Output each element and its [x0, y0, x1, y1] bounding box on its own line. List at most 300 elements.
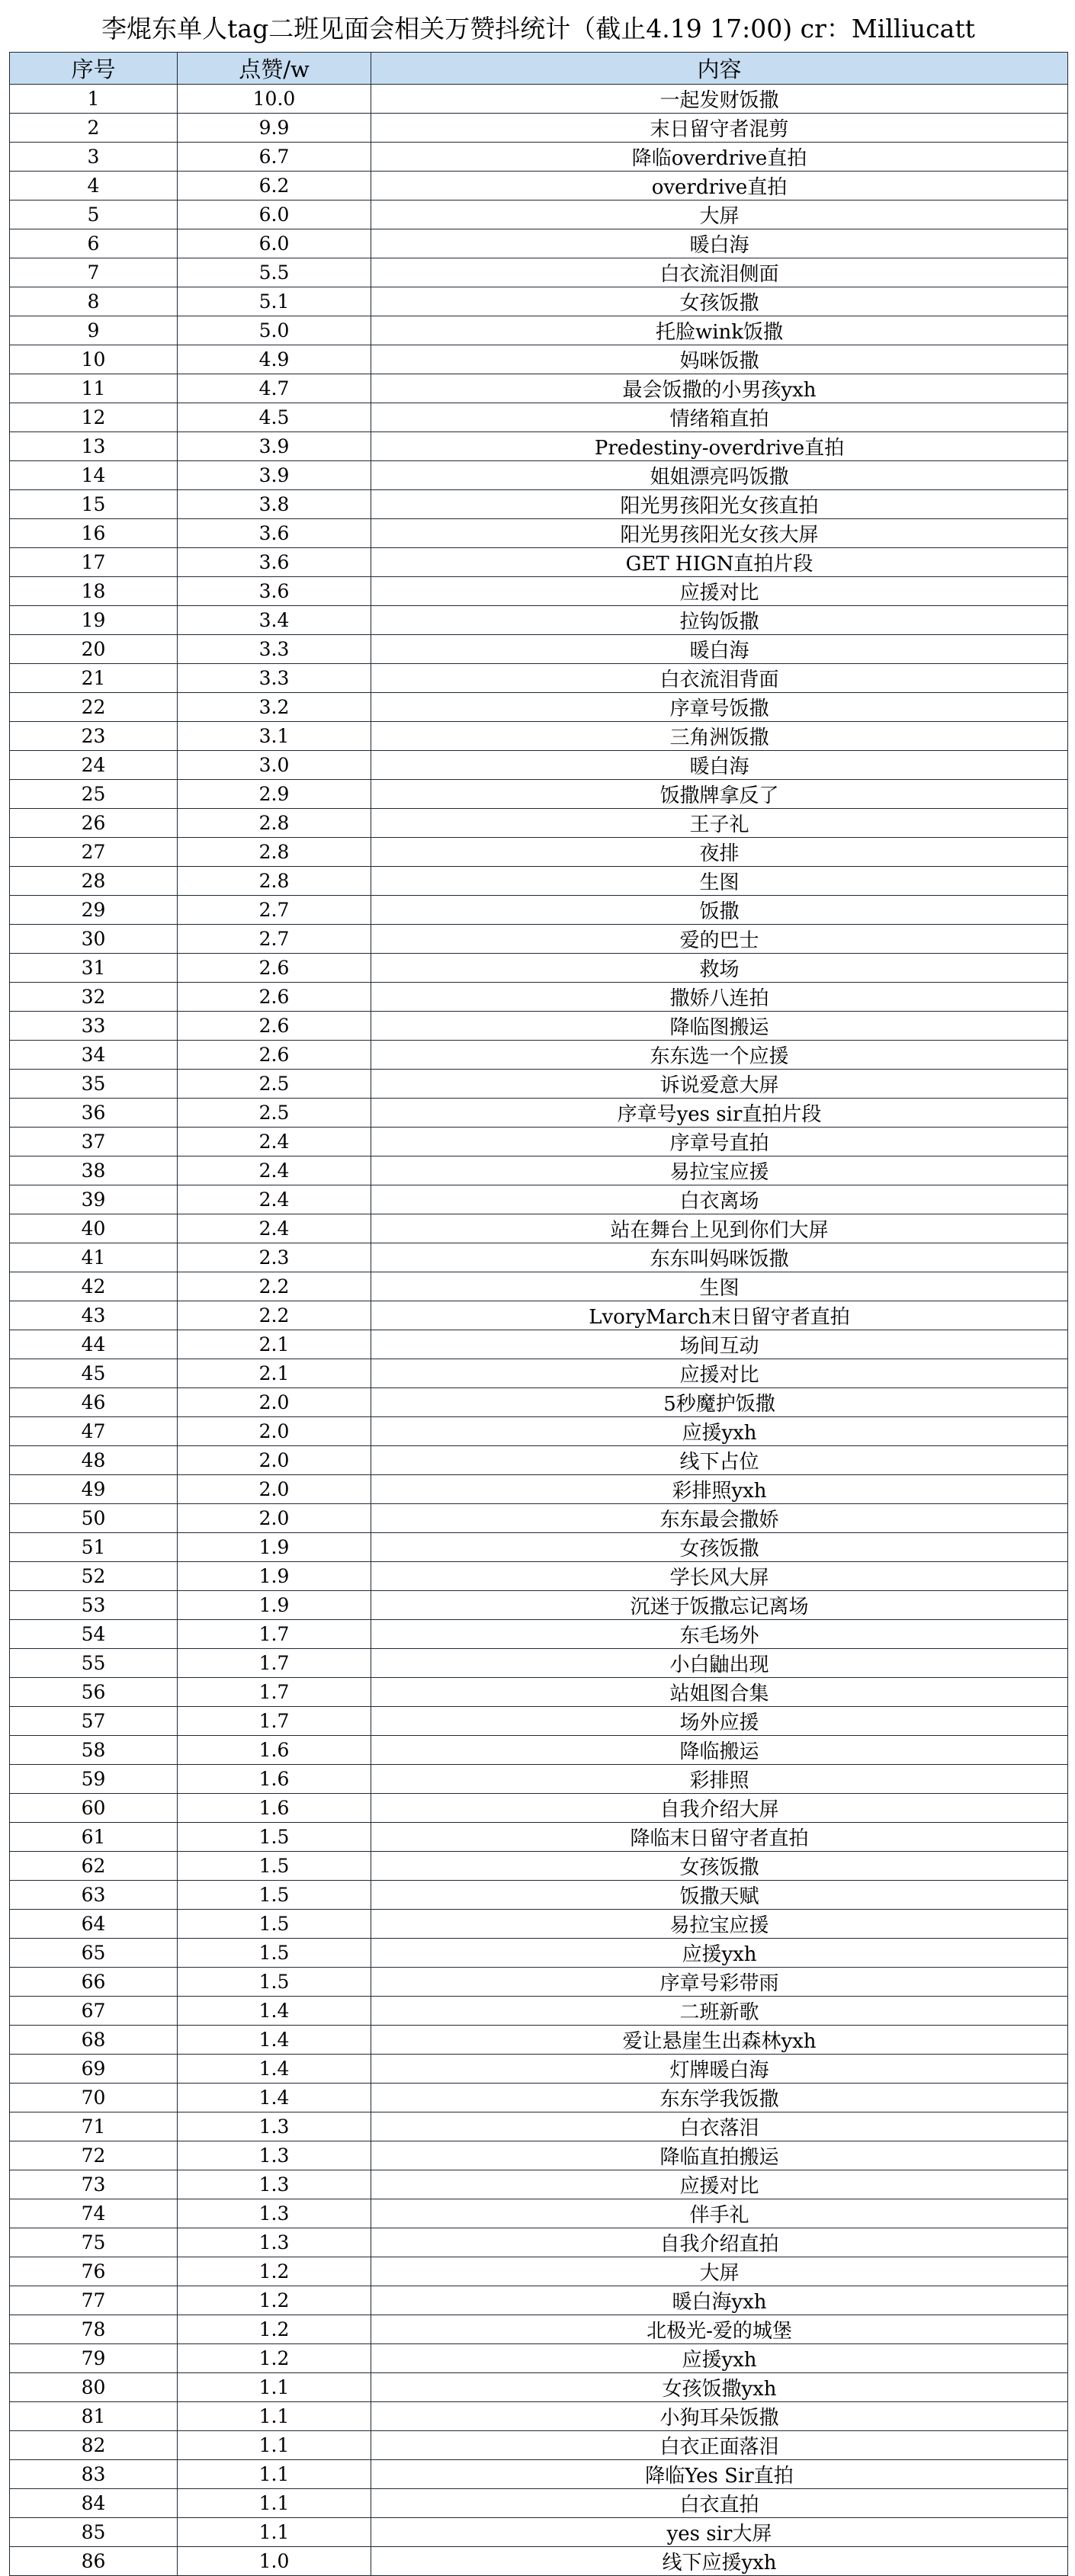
- table-row: [10, 751, 1068, 780]
- row-likes: 1.3: [178, 2199, 371, 2228]
- table-row: [10, 780, 1068, 809]
- row-content: 暖白海: [371, 229, 1068, 258]
- table-row: [10, 1736, 1068, 1765]
- row-content: 东东选一个应援: [371, 1041, 1068, 1070]
- row-number: 61: [10, 1823, 178, 1852]
- row-content: 序章号直拍: [371, 1128, 1068, 1156]
- table-row: [10, 2547, 1068, 2576]
- row-content: 白衣落泪: [371, 2112, 1068, 2141]
- row-number: 49: [10, 1475, 178, 1504]
- row-content: 伴手礼: [371, 2199, 1068, 2228]
- row-number: 4: [10, 172, 178, 200]
- table-row: [10, 1243, 1068, 1272]
- row-number: 56: [10, 1678, 178, 1707]
- row-content: 白衣直拍: [371, 2489, 1068, 2518]
- table-row: [10, 461, 1068, 490]
- row-likes: 2.0: [178, 1504, 371, 1533]
- row-content: 白衣流泪侧面: [371, 258, 1068, 287]
- table-row: [10, 1881, 1068, 1910]
- row-content: 东毛场外: [371, 1620, 1068, 1649]
- row-content: 阳光男孩阳光女孩大屏: [371, 519, 1068, 548]
- row-likes: 3.0: [178, 751, 371, 780]
- row-number: 71: [10, 2112, 178, 2141]
- row-likes: 10.0: [178, 85, 371, 114]
- row-number: 46: [10, 1388, 178, 1417]
- row-content: 降临Yes Sir直拍: [371, 2460, 1068, 2489]
- row-likes: 5.0: [178, 316, 371, 345]
- row-content: 撒娇八连拍: [371, 983, 1068, 1012]
- table-row: [10, 490, 1068, 519]
- row-likes: 3.2: [178, 693, 371, 722]
- row-likes: 1.4: [178, 2055, 371, 2084]
- row-likes: 1.1: [178, 2460, 371, 2489]
- row-likes: 2.5: [178, 1070, 371, 1099]
- table-row: [10, 374, 1068, 403]
- table-row: [10, 722, 1068, 751]
- row-likes: 4.9: [178, 345, 371, 374]
- row-number: 80: [10, 2373, 178, 2402]
- table-row: [10, 838, 1068, 867]
- row-number: 53: [10, 1591, 178, 1620]
- row-content: 暖白海: [371, 635, 1068, 664]
- row-likes: 1.1: [178, 2518, 371, 2547]
- table-row: [10, 1968, 1068, 1997]
- row-content: GET HIGN直拍片段: [371, 548, 1068, 577]
- row-content: 白衣正面落泪: [371, 2431, 1068, 2460]
- row-number: 62: [10, 1852, 178, 1881]
- row-content: LvoryMarch末日留守者直拍: [371, 1301, 1068, 1330]
- row-content: 易拉宝应援: [371, 1910, 1068, 1939]
- row-content: 诉说爱意大屏: [371, 1070, 1068, 1099]
- row-number: 32: [10, 983, 178, 1012]
- row-likes: 2.7: [178, 896, 371, 925]
- row-likes: 4.7: [178, 374, 371, 403]
- row-likes: 2.6: [178, 1041, 371, 1070]
- row-likes: 1.7: [178, 1649, 371, 1678]
- row-number: 16: [10, 519, 178, 548]
- row-content: 妈咪饭撒: [371, 345, 1068, 374]
- row-likes: 2.8: [178, 867, 371, 896]
- row-number: 73: [10, 2170, 178, 2199]
- row-number: 31: [10, 954, 178, 983]
- row-content: 应援yxh: [371, 1939, 1068, 1968]
- row-content: overdrive直拍: [371, 172, 1068, 200]
- row-number: 47: [10, 1417, 178, 1446]
- row-number: 66: [10, 1968, 178, 1997]
- row-likes: 1.9: [178, 1562, 371, 1591]
- table-row: [10, 1185, 1068, 1214]
- row-content: 北极光-爱的城堡: [371, 2315, 1068, 2344]
- row-content: yes sir大屏: [371, 2518, 1068, 2547]
- row-content: 爱的巴士: [371, 925, 1068, 954]
- row-content: 场间互动: [371, 1330, 1068, 1359]
- row-number: 43: [10, 1301, 178, 1330]
- table-row: [10, 1997, 1068, 2026]
- row-likes: 1.4: [178, 2026, 371, 2055]
- row-number: 40: [10, 1214, 178, 1243]
- row-likes: 6.7: [178, 143, 371, 172]
- row-number: 11: [10, 374, 178, 403]
- row-likes: 2.8: [178, 809, 371, 838]
- row-likes: 2.0: [178, 1446, 371, 1475]
- row-number: 59: [10, 1765, 178, 1794]
- table-row: [10, 345, 1068, 374]
- row-content: 序章号yes sir直拍片段: [371, 1099, 1068, 1128]
- row-number: 36: [10, 1099, 178, 1128]
- row-number: 85: [10, 2518, 178, 2547]
- row-likes: 1.9: [178, 1591, 371, 1620]
- row-likes: 3.6: [178, 519, 371, 548]
- row-number: 86: [10, 2547, 178, 2576]
- row-content: 学长风大屏: [371, 1562, 1068, 1591]
- row-content: 彩排照: [371, 1765, 1068, 1794]
- table-row: [10, 2518, 1068, 2547]
- table-row: [10, 403, 1068, 432]
- row-number: 1: [10, 85, 178, 114]
- row-likes: 2.9: [178, 780, 371, 809]
- row-likes: 1.5: [178, 1968, 371, 1997]
- row-likes: 3.9: [178, 461, 371, 490]
- row-number: 45: [10, 1359, 178, 1388]
- row-content: 序章号饭撒: [371, 693, 1068, 722]
- row-likes: 2.7: [178, 925, 371, 954]
- row-number: 10: [10, 345, 178, 374]
- row-content: Predestiny-overdrive直拍: [371, 432, 1068, 461]
- row-number: 34: [10, 1041, 178, 1070]
- row-number: 6: [10, 229, 178, 258]
- row-number: 70: [10, 2084, 178, 2112]
- table-row: [10, 1128, 1068, 1156]
- row-number: 76: [10, 2257, 178, 2286]
- row-content: 站在舞台上见到你们大屏: [371, 1214, 1068, 1243]
- row-likes: 5.1: [178, 287, 371, 316]
- row-number: 22: [10, 693, 178, 722]
- row-content: 自我介绍直拍: [371, 2228, 1068, 2257]
- stats-sheet: [9, 6, 1067, 2576]
- table-row: [10, 925, 1068, 954]
- row-number: 67: [10, 1997, 178, 2026]
- row-number: 84: [10, 2489, 178, 2518]
- table-row: [10, 1649, 1068, 1678]
- row-number: 9: [10, 316, 178, 345]
- sheet-title: 李焜东单人tag二班见面会相关万赞抖统计（截止4.19 17:00) cr：Milliucatt: [9, 6, 1067, 52]
- table-row: [10, 2112, 1068, 2141]
- row-number: 64: [10, 1910, 178, 1939]
- row-number: 42: [10, 1272, 178, 1301]
- row-likes: 2.0: [178, 1388, 371, 1417]
- table-row: [10, 2055, 1068, 2084]
- row-content: 三角洲饭撒: [371, 722, 1068, 751]
- row-content: 应援对比: [371, 1359, 1068, 1388]
- row-likes: 3.6: [178, 577, 371, 606]
- row-content: 应援对比: [371, 577, 1068, 606]
- row-likes: 2.1: [178, 1330, 371, 1359]
- table-row: [10, 606, 1068, 635]
- table-row: [10, 1272, 1068, 1301]
- row-likes: 6.0: [178, 200, 371, 229]
- table-row: [10, 258, 1068, 287]
- table-row: [10, 2489, 1068, 2518]
- row-number: 28: [10, 867, 178, 896]
- table-row: [10, 2431, 1068, 2460]
- table-row: [10, 548, 1068, 577]
- row-number: 74: [10, 2199, 178, 2228]
- row-number: 48: [10, 1446, 178, 1475]
- table-row: [10, 664, 1068, 693]
- row-likes: 1.4: [178, 2084, 371, 2112]
- row-content: 托脸wink饭撒: [371, 316, 1068, 345]
- table-row: [10, 2084, 1068, 2112]
- row-number: 57: [10, 1707, 178, 1736]
- row-content: 降临直拍搬运: [371, 2141, 1068, 2170]
- table-row: [10, 1041, 1068, 1070]
- row-content: 白衣离场: [371, 1185, 1068, 1214]
- row-content: 场外应援: [371, 1707, 1068, 1736]
- row-likes: 3.9: [178, 432, 371, 461]
- row-likes: 9.9: [178, 114, 371, 143]
- row-number: 37: [10, 1128, 178, 1156]
- row-likes: 1.2: [178, 2286, 371, 2315]
- row-likes: 6.0: [178, 229, 371, 258]
- row-number: 75: [10, 2228, 178, 2257]
- row-content: 二班新歌: [371, 1997, 1068, 2026]
- row-content: 降临图搬运: [371, 1012, 1068, 1041]
- row-likes: 2.6: [178, 1012, 371, 1041]
- table-row: [10, 2402, 1068, 2431]
- table-row: [10, 1359, 1068, 1388]
- row-content: 末日留守者混剪: [371, 114, 1068, 143]
- row-number: 20: [10, 635, 178, 664]
- table-row: [10, 1852, 1068, 1881]
- row-number: 3: [10, 143, 178, 172]
- row-likes: 1.1: [178, 2373, 371, 2402]
- row-likes: 1.5: [178, 1852, 371, 1881]
- row-number: 24: [10, 751, 178, 780]
- row-likes: 2.4: [178, 1185, 371, 1214]
- row-content: 饭撒: [371, 896, 1068, 925]
- row-likes: 2.6: [178, 954, 371, 983]
- row-number: 82: [10, 2431, 178, 2460]
- row-content: 应援yxh: [371, 2344, 1068, 2373]
- row-likes: 4.5: [178, 403, 371, 432]
- table-row: [10, 229, 1068, 258]
- table-row: [10, 143, 1068, 172]
- row-content: 线下占位: [371, 1446, 1068, 1475]
- table-row: [10, 287, 1068, 316]
- row-content: 东东最会撒娇: [371, 1504, 1068, 1533]
- table-row: [10, 1794, 1068, 1823]
- row-number: 50: [10, 1504, 178, 1533]
- table-row: [10, 809, 1068, 838]
- table-row: [10, 1765, 1068, 1794]
- row-content: 彩排照yxh: [371, 1475, 1068, 1504]
- row-number: 55: [10, 1649, 178, 1678]
- stats-table: [9, 52, 1068, 2576]
- table-row: [10, 1910, 1068, 1939]
- table-row: [10, 1446, 1068, 1475]
- table-row: [10, 2141, 1068, 2170]
- row-number: 60: [10, 1794, 178, 1823]
- table-row: [10, 2170, 1068, 2199]
- row-number: 8: [10, 287, 178, 316]
- row-likes: 1.3: [178, 2112, 371, 2141]
- table-row: [10, 954, 1068, 983]
- row-number: 52: [10, 1562, 178, 1591]
- row-number: 77: [10, 2286, 178, 2315]
- table-row: [10, 2315, 1068, 2344]
- row-likes: 1.6: [178, 1765, 371, 1794]
- row-number: 13: [10, 432, 178, 461]
- table-body: [10, 85, 1068, 2576]
- row-content: 降临搬运: [371, 1736, 1068, 1765]
- row-likes: 1.2: [178, 2344, 371, 2373]
- row-number: 54: [10, 1620, 178, 1649]
- table-row: [10, 1504, 1068, 1533]
- table-row: [10, 1939, 1068, 1968]
- row-likes: 3.1: [178, 722, 371, 751]
- row-content: 线下应援yxh: [371, 2547, 1068, 2576]
- row-likes: 1.2: [178, 2257, 371, 2286]
- table-row: [10, 519, 1068, 548]
- row-number: 78: [10, 2315, 178, 2344]
- row-number: 81: [10, 2402, 178, 2431]
- row-number: 79: [10, 2344, 178, 2373]
- row-likes: 3.4: [178, 606, 371, 635]
- row-number: 7: [10, 258, 178, 287]
- row-likes: 1.7: [178, 1620, 371, 1649]
- row-likes: 3.3: [178, 635, 371, 664]
- row-content: 最会饭撒的小男孩yxh: [371, 374, 1068, 403]
- column-header-content: 内容: [371, 53, 1068, 85]
- row-likes: 2.4: [178, 1156, 371, 1185]
- row-content: 爱让悬崖生出森林yxh: [371, 2026, 1068, 2055]
- row-likes: 3.8: [178, 490, 371, 519]
- row-likes: 1.2: [178, 2315, 371, 2344]
- table-row: [10, 1156, 1068, 1185]
- row-content: 夜排: [371, 838, 1068, 867]
- row-content: 小白鼬出现: [371, 1649, 1068, 1678]
- table-row: [10, 2373, 1068, 2402]
- table-row: [10, 2460, 1068, 2489]
- row-number: 12: [10, 403, 178, 432]
- row-number: 72: [10, 2141, 178, 2170]
- row-content: 东东学我饭撒: [371, 2084, 1068, 2112]
- row-number: 26: [10, 809, 178, 838]
- row-content: 大屏: [371, 200, 1068, 229]
- row-likes: 2.1: [178, 1359, 371, 1388]
- row-likes: 1.3: [178, 2170, 371, 2199]
- table-row: [10, 1012, 1068, 1041]
- row-likes: 2.6: [178, 983, 371, 1012]
- row-likes: 1.1: [178, 2489, 371, 2518]
- row-content: 女孩饭撒: [371, 1852, 1068, 1881]
- table-row: [10, 2257, 1068, 2286]
- table-row: [10, 1330, 1068, 1359]
- row-number: 23: [10, 722, 178, 751]
- header-row: [10, 53, 1068, 85]
- table-row: [10, 85, 1068, 114]
- row-likes: 1.5: [178, 1910, 371, 1939]
- row-likes: 1.4: [178, 1997, 371, 2026]
- table-row: [10, 1591, 1068, 1620]
- row-likes: 6.2: [178, 172, 371, 200]
- row-likes: 1.5: [178, 1823, 371, 1852]
- row-number: 35: [10, 1070, 178, 1099]
- row-content: 暖白海yxh: [371, 2286, 1068, 2315]
- column-header-likes: 点赞/w: [178, 53, 371, 85]
- row-number: 2: [10, 114, 178, 143]
- row-content: 应援对比: [371, 2170, 1068, 2199]
- table-row: [10, 1099, 1068, 1128]
- row-number: 33: [10, 1012, 178, 1041]
- row-content: 情绪箱直拍: [371, 403, 1068, 432]
- row-likes: 1.5: [178, 1881, 371, 1910]
- row-content: 小狗耳朵饭撒: [371, 2402, 1068, 2431]
- row-number: 63: [10, 1881, 178, 1910]
- row-number: 25: [10, 780, 178, 809]
- row-likes: 1.6: [178, 1736, 371, 1765]
- table-row: [10, 2286, 1068, 2315]
- row-likes: 5.5: [178, 258, 371, 287]
- row-likes: 2.4: [178, 1214, 371, 1243]
- row-likes: 1.9: [178, 1533, 371, 1562]
- table-row: [10, 1214, 1068, 1243]
- table-row: [10, 577, 1068, 606]
- row-content: 女孩饭撒yxh: [371, 2373, 1068, 2402]
- table-row: [10, 316, 1068, 345]
- row-content: 拉钩饭撒: [371, 606, 1068, 635]
- table-row: [10, 200, 1068, 229]
- row-content: 姐姐漂亮吗饭撒: [371, 461, 1068, 490]
- row-number: 65: [10, 1939, 178, 1968]
- row-number: 69: [10, 2055, 178, 2084]
- table-row: [10, 2199, 1068, 2228]
- row-content: 王子礼: [371, 809, 1068, 838]
- table-row: [10, 2344, 1068, 2373]
- row-likes: 2.5: [178, 1099, 371, 1128]
- row-number: 5: [10, 200, 178, 229]
- row-likes: 1.1: [178, 2402, 371, 2431]
- row-likes: 1.6: [178, 1794, 371, 1823]
- table-row: [10, 2228, 1068, 2257]
- table-row: [10, 693, 1068, 722]
- row-content: 降临overdrive直拍: [371, 143, 1068, 172]
- row-number: 21: [10, 664, 178, 693]
- table-row: [10, 1562, 1068, 1591]
- row-content: 降临末日留守者直拍: [371, 1823, 1068, 1852]
- table-row: [10, 1707, 1068, 1736]
- row-number: 14: [10, 461, 178, 490]
- row-content: 饭撒天赋: [371, 1881, 1068, 1910]
- row-likes: 2.8: [178, 838, 371, 867]
- row-content: 救场: [371, 954, 1068, 983]
- row-content: 女孩饭撒: [371, 1533, 1068, 1562]
- row-likes: 3.3: [178, 664, 371, 693]
- row-content: 生图: [371, 1272, 1068, 1301]
- row-content: 一起发财饭撒: [371, 85, 1068, 114]
- column-header-number: 序号: [10, 53, 178, 85]
- row-likes: 1.7: [178, 1707, 371, 1736]
- row-number: 83: [10, 2460, 178, 2489]
- row-likes: 2.0: [178, 1417, 371, 1446]
- row-likes: 2.3: [178, 1243, 371, 1272]
- row-likes: 1.0: [178, 2547, 371, 2576]
- table-row: [10, 1417, 1068, 1446]
- row-number: 44: [10, 1330, 178, 1359]
- row-number: 27: [10, 838, 178, 867]
- row-content: 应援yxh: [371, 1417, 1068, 1446]
- table-row: [10, 1823, 1068, 1852]
